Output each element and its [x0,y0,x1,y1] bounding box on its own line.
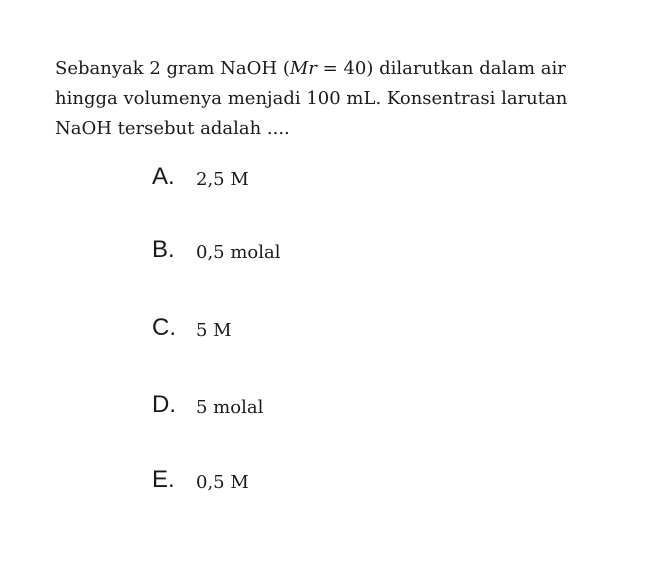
option-a-letter: A. [152,163,175,190]
option-d-text: 5 molal [196,396,264,418]
question-line-1 [55,54,615,84]
option-d-letter: D. [152,391,176,418]
question-line-3: NaOH tersebut adalah .... [55,118,290,139]
question-line-2: hingga volumenya menjadi 100 mL. Konsentrasi larutan [55,88,568,109]
option-a[interactable] [152,160,249,194]
molar-mass-symbol: Mr [289,58,317,79]
option-b-letter: B. [152,236,175,263]
option-d[interactable] [152,388,263,422]
option-b[interactable] [152,233,281,267]
option-b-text: 0,5 molal [196,241,281,263]
option-c[interactable] [152,311,232,345]
question-text [55,54,615,144]
option-c-text: 5 M [196,319,232,341]
option-c-letter: C. [152,314,176,341]
option-e[interactable] [152,463,249,497]
question-line-1-end: = 40) dilarutkan dalam air [316,58,566,79]
option-e-letter: E. [152,466,175,493]
question-line-1-start: Sebanyak 2 gram NaOH ( [55,58,290,79]
option-e-text: 0,5 M [196,471,249,493]
option-a-text: 2,5 M [196,168,249,190]
